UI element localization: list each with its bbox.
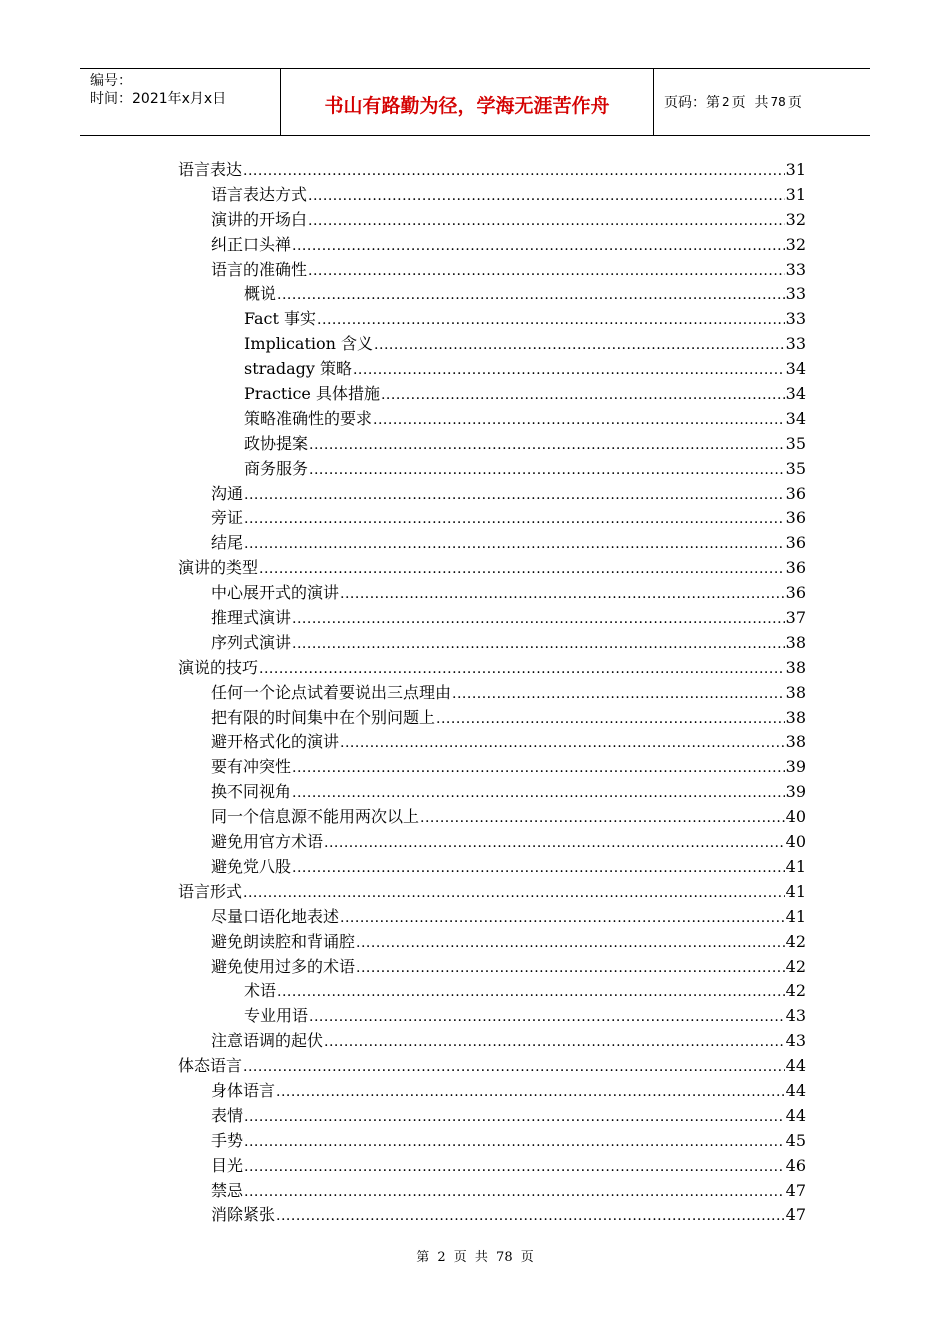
toc-entry-title: 避开格式化的演讲 bbox=[211, 732, 340, 752]
toc-entry-title: 语言表达 bbox=[178, 160, 243, 179]
toc-entry-page: 43 bbox=[785, 1031, 806, 1051]
toc-dot-leader bbox=[277, 283, 785, 308]
toc-entry-title: 演讲的类型 bbox=[178, 558, 259, 578]
toc-entry[interactable] bbox=[178, 930, 806, 955]
toc-dot-leader bbox=[244, 532, 785, 557]
toc-dot-leader bbox=[309, 458, 785, 483]
page-header bbox=[80, 68, 870, 136]
toc-entry[interactable] bbox=[178, 307, 806, 332]
toc-dot-leader bbox=[244, 507, 785, 532]
toc-entry-page: 42 bbox=[785, 931, 806, 951]
toc-entry[interactable] bbox=[178, 979, 806, 1004]
toc-entry-title: 商务服务 bbox=[244, 458, 309, 478]
toc-entry-page: 44 bbox=[785, 1056, 806, 1076]
toc-entry-title: 演讲的开场白 bbox=[211, 209, 308, 229]
header-meta bbox=[80, 69, 281, 135]
toc-entry[interactable] bbox=[178, 706, 806, 731]
header-page-info bbox=[654, 69, 870, 135]
toc-dot-leader bbox=[277, 980, 785, 1005]
toc-entry-title: 中心展开式的演讲 bbox=[211, 583, 340, 603]
toc-dot-leader bbox=[244, 1105, 785, 1130]
toc-entry-title: 政协提案 bbox=[244, 433, 309, 453]
toc-entry-page: 38 bbox=[785, 657, 806, 677]
page-total: 78 bbox=[770, 95, 786, 109]
toc-entry-title: 概说 bbox=[244, 284, 277, 304]
toc-entry-page: 39 bbox=[785, 757, 806, 777]
toc-dot-leader bbox=[244, 1180, 785, 1205]
toc-entry-title: 专业用语 bbox=[244, 1006, 309, 1026]
toc-dot-leader bbox=[452, 682, 785, 707]
toc-entry[interactable] bbox=[178, 208, 806, 233]
document-number-label: 编号： bbox=[90, 73, 132, 89]
toc-entry-page: 35 bbox=[785, 458, 806, 478]
toc-dot-leader bbox=[381, 383, 785, 408]
toc-entry[interactable] bbox=[178, 730, 806, 755]
toc-entry[interactable] bbox=[178, 905, 806, 930]
toc-entry-page: 46 bbox=[785, 1155, 806, 1175]
toc-dot-leader bbox=[244, 1155, 785, 1180]
toc-entry[interactable] bbox=[178, 755, 806, 780]
toc-entry-title: 避免用官方术语 bbox=[211, 832, 324, 852]
toc-entry-page: 32 bbox=[785, 209, 806, 229]
toc-entry-page: 35 bbox=[785, 433, 806, 453]
toc-entry[interactable] bbox=[178, 233, 806, 258]
toc-entry-page: 47 bbox=[785, 1180, 806, 1200]
toc-entry[interactable] bbox=[178, 531, 806, 556]
toc-entry-page: 33 bbox=[785, 309, 806, 329]
toc-entry-title: 任何一个论点试着要说出三点理由 bbox=[211, 682, 452, 702]
toc-entry-page: 37 bbox=[785, 608, 806, 628]
toc-entry-page: 33 bbox=[785, 334, 806, 354]
toc-entry[interactable] bbox=[178, 1104, 806, 1129]
toc-entry-page: 38 bbox=[785, 682, 806, 702]
page-footer: 第 2 页 共 78 页 bbox=[416, 1250, 534, 1265]
toc-entry-title: 避免使用过多的术语 bbox=[211, 956, 356, 976]
toc-entry[interactable] bbox=[178, 506, 806, 531]
toc-entry[interactable] bbox=[178, 158, 806, 183]
toc-entry-page: 38 bbox=[785, 732, 806, 752]
toc-entry-page: 31 bbox=[785, 184, 806, 204]
toc-dot-leader bbox=[309, 433, 785, 458]
toc-entry-page: 41 bbox=[785, 881, 806, 901]
toc-entry-title: 语言形式 bbox=[178, 881, 243, 901]
toc-entry-page: 33 bbox=[785, 259, 806, 279]
toc-dot-leader bbox=[356, 931, 785, 956]
toc-entry-page: 34 bbox=[785, 359, 806, 379]
toc-dot-leader bbox=[276, 1080, 785, 1105]
toc-dot-leader bbox=[436, 707, 785, 732]
toc-dot-leader bbox=[353, 358, 785, 383]
toc-entry-title: 避免朗读腔和背诵腔 bbox=[211, 931, 356, 951]
toc-entry-page: 42 bbox=[785, 956, 806, 976]
toc-entry[interactable] bbox=[178, 457, 806, 482]
toc-entry-page: 34 bbox=[785, 384, 806, 404]
toc-entry-page: 40 bbox=[785, 832, 806, 852]
toc-entry-page: 40 bbox=[785, 807, 806, 827]
toc-dot-leader bbox=[324, 1030, 785, 1055]
toc-dot-leader bbox=[420, 806, 785, 831]
toc-entry-page: 34 bbox=[785, 408, 806, 428]
toc-entry[interactable] bbox=[178, 1154, 806, 1179]
toc-entry-title: Fact 事实 bbox=[244, 309, 317, 329]
toc-dot-leader bbox=[373, 408, 785, 433]
toc-entry[interactable] bbox=[178, 1004, 806, 1029]
toc-dot-leader bbox=[340, 582, 785, 607]
toc-entry[interactable] bbox=[178, 1179, 806, 1204]
toc-dot-leader bbox=[259, 657, 785, 682]
toc-entry[interactable] bbox=[178, 606, 806, 631]
toc-entry[interactable] bbox=[178, 681, 806, 706]
toc-entry[interactable] bbox=[178, 780, 806, 805]
toc-entry-page: 42 bbox=[785, 981, 806, 1001]
toc-entry[interactable] bbox=[178, 955, 806, 980]
toc-dot-leader bbox=[308, 259, 785, 284]
toc-entry-title: 语言表达方式 bbox=[211, 184, 308, 204]
toc-dot-leader bbox=[309, 1005, 785, 1030]
page-mid: 页 共 bbox=[731, 95, 769, 111]
toc-entry-title: 禁忌 bbox=[211, 1180, 244, 1200]
toc-entry-title: 要有冲突性 bbox=[211, 757, 292, 777]
toc-dot-leader bbox=[292, 632, 785, 657]
toc-entry-title: 推理式演讲 bbox=[211, 608, 292, 628]
toc-entry[interactable] bbox=[178, 556, 806, 581]
toc-entry[interactable] bbox=[178, 1129, 806, 1154]
toc-dot-leader bbox=[292, 234, 785, 259]
toc-entry-title: 语言的准确性 bbox=[211, 259, 308, 279]
toc-dot-leader bbox=[374, 333, 785, 358]
toc-entry-page: 36 bbox=[785, 483, 806, 503]
toc-dot-leader bbox=[244, 483, 785, 508]
toc-entry[interactable] bbox=[178, 880, 806, 905]
page-prefix: 页码：第 bbox=[664, 95, 720, 111]
toc-dot-leader bbox=[308, 184, 785, 209]
toc-entry[interactable] bbox=[178, 656, 806, 681]
toc-dot-leader bbox=[292, 856, 785, 881]
toc-entry[interactable] bbox=[178, 1054, 806, 1079]
toc-entry[interactable] bbox=[178, 830, 806, 855]
toc-entry-page: 44 bbox=[785, 1080, 806, 1100]
toc-dot-leader bbox=[308, 209, 785, 234]
toc-dot-leader bbox=[324, 831, 785, 856]
toc-dot-leader bbox=[292, 607, 785, 632]
toc-entry-title: 注意语调的起伏 bbox=[211, 1031, 324, 1051]
toc-entry-page: 47 bbox=[785, 1205, 806, 1225]
toc-entry[interactable] bbox=[178, 855, 806, 880]
toc-dot-leader bbox=[243, 881, 785, 906]
toc-entry[interactable] bbox=[178, 1203, 806, 1228]
toc-entry[interactable] bbox=[178, 1079, 806, 1104]
toc-dot-leader bbox=[292, 756, 785, 781]
toc-entry-title: 纠正口头禅 bbox=[211, 234, 292, 254]
toc-entry-page: 38 bbox=[785, 632, 806, 652]
toc-entry[interactable] bbox=[178, 1029, 806, 1054]
toc-entry-page: 33 bbox=[785, 284, 806, 304]
toc-entry-title: 旁证 bbox=[211, 508, 244, 528]
header-motto: 书山有路勤为径，学海无涯苦作舟 bbox=[281, 69, 654, 135]
toc-entry-title: 手势 bbox=[211, 1130, 244, 1150]
toc-entry-page: 41 bbox=[785, 856, 806, 876]
toc-entry-page: 36 bbox=[785, 558, 806, 578]
toc-entry-title: 目光 bbox=[211, 1155, 244, 1175]
toc-entry-title: 体态语言 bbox=[178, 1056, 243, 1076]
toc-entry-title: 尽量口语化地表述 bbox=[211, 906, 340, 926]
toc-entry-title: 避免党八股 bbox=[211, 856, 292, 876]
toc-entry-page: 39 bbox=[785, 782, 806, 802]
toc-entry-title: 把有限的时间集中在个别问题上 bbox=[211, 707, 436, 727]
toc-entry-page: 45 bbox=[785, 1130, 806, 1150]
toc-entry[interactable] bbox=[178, 382, 806, 407]
toc-dot-leader bbox=[259, 557, 785, 582]
toc-entry[interactable] bbox=[178, 581, 806, 606]
toc-entry-title: 沟通 bbox=[211, 483, 244, 503]
toc-dot-leader bbox=[243, 1055, 785, 1080]
toc-entry[interactable] bbox=[178, 357, 806, 382]
toc-entry[interactable] bbox=[178, 432, 806, 457]
toc-entry-page: 32 bbox=[785, 234, 806, 254]
page-current: 2 bbox=[722, 95, 730, 109]
toc-entry-title: 换不同视角 bbox=[211, 782, 292, 802]
toc-entry[interactable] bbox=[178, 258, 806, 283]
toc-entry-title: 表情 bbox=[211, 1105, 244, 1125]
toc-dot-leader bbox=[244, 1130, 785, 1155]
toc-entry-title: Practice 具体措施 bbox=[244, 384, 380, 404]
toc-entry[interactable] bbox=[178, 282, 806, 307]
toc-entry-page: 38 bbox=[785, 707, 806, 727]
toc-entry[interactable] bbox=[178, 805, 806, 830]
toc-entry-title: 序列式演讲 bbox=[211, 632, 292, 652]
toc-entry-page: 44 bbox=[785, 1105, 806, 1125]
toc-dot-leader bbox=[340, 906, 785, 931]
toc-entry-title: 同一个信息源不能用两次以上 bbox=[211, 807, 420, 827]
toc-entry-title: Implication 含义 bbox=[244, 334, 374, 354]
toc-entry-page: 31 bbox=[785, 160, 806, 179]
toc-dot-leader bbox=[356, 956, 785, 981]
toc-entry-title: 演说的技巧 bbox=[178, 657, 259, 677]
toc-entry-page: 43 bbox=[785, 1006, 806, 1026]
toc-entry-title: 结尾 bbox=[211, 533, 244, 553]
toc-entry-title: 消除紧张 bbox=[211, 1205, 276, 1225]
toc-entry[interactable] bbox=[178, 183, 806, 208]
toc-entry-page: 41 bbox=[785, 906, 806, 926]
toc-entry-title: stradagy 策略 bbox=[244, 359, 352, 379]
toc-entry[interactable] bbox=[178, 332, 806, 357]
toc-entry[interactable] bbox=[178, 482, 806, 507]
toc-dot-leader bbox=[292, 781, 785, 806]
toc-entry-page: 36 bbox=[785, 508, 806, 528]
toc-entry[interactable] bbox=[178, 631, 806, 656]
toc-entry-page: 36 bbox=[785, 583, 806, 603]
toc-entry[interactable] bbox=[178, 407, 806, 432]
page-suffix: 页 bbox=[787, 95, 802, 111]
toc-dot-leader bbox=[243, 159, 785, 184]
toc-entry-page: 36 bbox=[785, 533, 806, 553]
toc-dot-leader bbox=[276, 1204, 785, 1229]
table-of-contents bbox=[178, 158, 806, 1228]
toc-dot-leader bbox=[317, 308, 785, 333]
toc-entry-title: 身体语言 bbox=[211, 1080, 276, 1100]
toc-entry-title: 策略准确性的要求 bbox=[244, 408, 373, 428]
toc-entry-title: 术语 bbox=[244, 981, 277, 1001]
document-time-label: 时间：2021年x月x日 bbox=[90, 91, 227, 107]
toc-dot-leader bbox=[340, 731, 785, 756]
